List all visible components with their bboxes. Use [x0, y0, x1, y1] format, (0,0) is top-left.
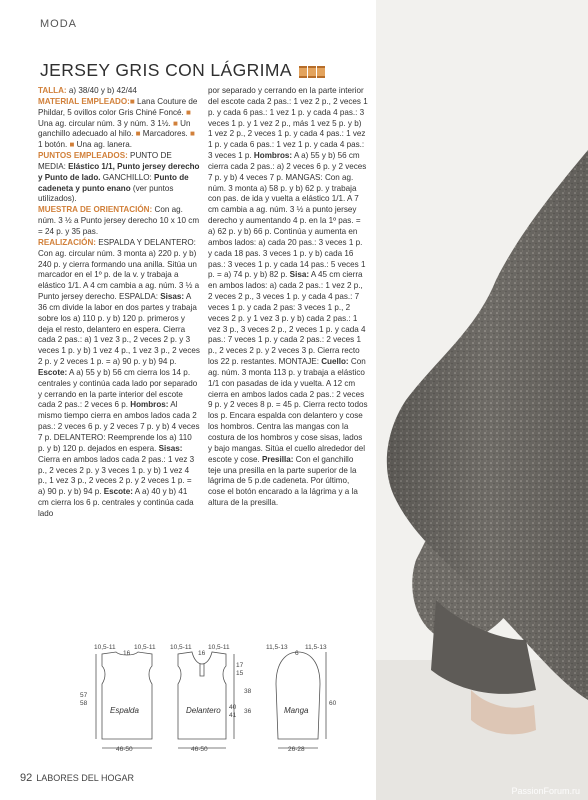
dim-label: 16	[198, 650, 206, 657]
page-number: 92	[20, 772, 33, 784]
puntos-text: GANCHILLO:	[100, 172, 155, 182]
col2-text: por separado y cerrando en la parte interior del escote cada 2 pas.: 1 vez 2 p., 2 veces 1 p. y cada 6 pas.: 1 vez 1 p. y cada 4 pas.: 3 veces 1 p. y 1 vez 2 p., más 1 vez 5 p. y b) 1 vez 2 p., 2 veces 1 p. y cada 4 pas.: 1 vez 1 p. y cada 6 pas.: 1 vez 1 p. y cada 4 pas.: 3 veces 1 p.	[208, 86, 368, 161]
bullet-icon: ■	[172, 118, 178, 128]
material-text: Un ganchillo adecuado al hilo.	[38, 118, 191, 139]
material-text: Una ag. lanera.	[74, 140, 132, 150]
presilla-label: Presilla:	[262, 454, 294, 464]
dim-label: 10,5-11	[170, 644, 192, 651]
paragraph	[208, 86, 368, 509]
puntos-text: (ver puntos utilizados).	[38, 183, 174, 204]
talla-text: a) 38/40 y b) 42/44	[66, 86, 137, 95]
sisas-text: A 36 cm divide la labor en dos partes y trabaja sobre los a) 110 p. y b) 120 p. primeros y deja el resto, delantero en espera. Cierra cada 2 pas.: a) 1 vez 3 p., 2 veces 2 p. y 3 veces 1 p. y b) 1 vez 4 p., 1 vez 3 p., 2 veces 2 p. y 2 veces 1 p. = a) 90 p. y b) 94 p.	[38, 292, 200, 367]
bullet-icon: ■	[135, 129, 141, 139]
piece-name-espalda: Espalda	[110, 706, 139, 715]
dim-label: 41	[229, 712, 237, 719]
dim-label: 46-50	[116, 746, 133, 753]
instructions-column-1	[38, 86, 200, 520]
material-text: Marcadores.	[140, 129, 191, 139]
hombros-label: Hombros:	[130, 400, 169, 410]
escote-text: A a) 40 y b) 41 cm cierra los 6 p. centrales y continúa cada lado	[38, 487, 194, 518]
realizacion-label: REALIZACIÓN:	[38, 237, 96, 247]
dim-label: 40	[229, 704, 237, 711]
material-text: 1 botón.	[38, 140, 70, 150]
sweater-photo	[376, 0, 588, 800]
sisas-label: Sisas:	[158, 443, 183, 453]
sweater-illustration	[376, 0, 588, 800]
sisas-text: Cierra en ambos lados cada 2 pas.: 1 vez 3 p., 2 veces 2 p. y 3 veces 1 p. y b) 1 vez 4 p., 1 vez 3 p., 2 veces 2 p. y 2 veces 1 p. = a) 90 p. y b) 94 p.	[38, 454, 195, 497]
hombros-label: Hombros:	[253, 151, 293, 161]
material-text: Lana Couture de Phildar, 5 ovillos color Gris Chiné Foncé.	[38, 96, 198, 117]
paragraph	[38, 86, 200, 520]
sisa-label: Sisa:	[289, 270, 310, 280]
col2-text: Con el ganchillo teje una presilla en la parte superior de la lágrima de 5 p.de cadeneta. Por último, cose el botón encarado a la lágrima y a la altura de la presilla.	[208, 454, 358, 508]
dim-label: 17	[236, 662, 244, 669]
escote-label: Escote:	[103, 487, 133, 497]
magazine-name: LABORES DEL HOGAR	[36, 773, 134, 783]
bullet-icon: ■	[190, 129, 195, 139]
muestra-text: Con ag. núm. 3 ½ a Punto jersey derecho 10 x 10 cm = 24 p. y 35 pas.	[38, 205, 200, 236]
talla-label: TALLA:	[38, 86, 67, 95]
puntos-text: PUNTO DE MEDIA:	[38, 151, 172, 171]
realizacion-text: ESPALDA Y DELANTERO: Con ag. circular núm. 3 monta a) 220 p. y b) 240 p. y cierra formando una anilla. Sitúa un marcador en el 1º p. de la v. y trabaja a elástico 1/1. A 4 cm cambia a ag. núm. 3 ½ a Punto jersey derecho. ESPALDA:	[38, 237, 200, 302]
pattern-schematics	[80, 644, 340, 756]
spool-icon	[299, 66, 307, 78]
escote-text: A a) 55 y b) 56 cm cierra los 14 p. centrales y continúa cada lado por separado y cerrando en la parte interior del escote cada 2 pas.: 2 veces 6 p.	[38, 367, 198, 410]
dim-label: 6	[295, 650, 299, 657]
dim-label: 46-50	[191, 746, 208, 753]
col2-text: A a) 55 y b) 56 cm cierra cada 2 pas.: a) 2 veces 6 p. y 2 veces 7 p. y b) 4 veces 7 p. MANGAS: Con ag. núm. 3 monta a) 58 p. y b) 62 p. y trabaja con pas. de ida y vuelta a elástico 1/1. A 7 cm cambia a ag. núm. 3 ½ a punto jersey derecho y aumentando 4 p. en la 1º pas. = a) 62 p. y b) 66 p. Continúa y aumenta en ambos lados: a) cada 20 pas.: 3 veces 1 p. y cada 18 pas. 3 veces 1 p. y b) cada 16 pas.: 3 veces 1 p. y cada 14 pas.: 5 veces 1 p. = a) 74 p. y b) 82 p.	[208, 151, 367, 280]
dim-label: 36	[244, 708, 252, 715]
col2-text: Con ag. núm. 3 monta 113 p. y trabaja a elástico 1/1 con pasadas de ida y vuelta. A 12 cm cierra en ambos lados cada 2 pas.: 2 veces 9 p. y 2 veces 8 p. = 45 p. Cierra recto todos los p. Encara espalda con delantero y cose los hombros. Centra las mangas con la costura de los hombros y cose sisas, lados y bajo mangas. Sitúa el cuello alrededor del escote y cose.	[208, 357, 368, 464]
spool-icon	[308, 66, 316, 78]
dim-label: 26-28	[288, 746, 305, 753]
dim-label: 15	[236, 670, 244, 677]
instructions-column-2	[208, 86, 368, 509]
title-text: JERSEY GRIS CON LÁGRIMA	[40, 60, 292, 80]
puntos-label: PUNTOS EMPLEADOS:	[38, 151, 128, 161]
dim-label: 11,5-13	[305, 644, 327, 651]
dim-label: 58	[80, 700, 88, 707]
muestra-label: MUESTRA DE ORIENTACIÓN:	[38, 205, 153, 215]
dim-label: 11,5-13	[266, 644, 288, 651]
watermark: PassionForum.ru	[511, 786, 580, 796]
dim-label: 60	[329, 700, 337, 707]
article-title	[40, 60, 325, 81]
material-text: Una ag. circular núm. 3 y núm. 3 1½.	[38, 118, 173, 128]
hombros-text: Al mismo tiempo cierra en ambos lados cada 2 pas.: 2 veces 6 p. y 2 veces 7 p. y b) 4 veces 7 p. DELANTERO: Reemprende los a) 110 p. y b) 120 p. dejados en espera.	[38, 400, 200, 453]
dim-label: 10,5-11	[208, 644, 230, 651]
spool-icon	[317, 66, 325, 78]
bullet-icon: ■	[129, 96, 135, 106]
cuello-label: Cuello:	[321, 357, 349, 367]
col2-text: A 45 cm cierra en ambos lados: a) cada 2 pas.: 1 vez 2 p., 2 veces 2 p., 3 veces 1 p. y cada 4 pas.: 7 veces 1 p. y cada 2 pas: 3 veces 1 p., 2 veces 2 p. y 1 vez 3 p. y b) cada 2 pas.: 1 vez 3 p., 3 veces 2 p., 2 veces 1 p. y cada 4 pas.: 7 veces 1 p. y cada 2 pas.: 2 veces 1 p., 2 veces 2 p. y 2 veces 3 p. Cierra recto los 22 p. restantes. MONTAJE:	[208, 270, 366, 367]
material-label: MATERIAL EMPLEADO:	[38, 96, 130, 106]
bullet-icon: ■	[186, 107, 191, 117]
dim-label: 38	[244, 688, 252, 695]
dim-label: 16	[123, 650, 131, 657]
bullet-icon: ■	[69, 140, 75, 150]
piece-name-delantero: Delantero	[186, 706, 221, 715]
section-label: MODA	[40, 18, 77, 30]
puntos-text: Elástico 1/1, Punto jersey derecho y Punto de lado.	[38, 161, 200, 182]
difficulty-spools-icon	[299, 66, 325, 78]
page-footer	[20, 772, 134, 784]
schematic-lines	[90, 644, 340, 756]
piece-name-manga: Manga	[284, 706, 309, 715]
puntos-text: Punto de cadeneta y punto enano	[38, 172, 189, 193]
dim-label: 10,5-11	[134, 644, 156, 651]
escote-label: Escote:	[38, 367, 68, 377]
dim-label: 10,5-11	[94, 644, 116, 651]
sisas-label: Sisas:	[160, 292, 185, 302]
dim-label: 57	[80, 692, 88, 699]
